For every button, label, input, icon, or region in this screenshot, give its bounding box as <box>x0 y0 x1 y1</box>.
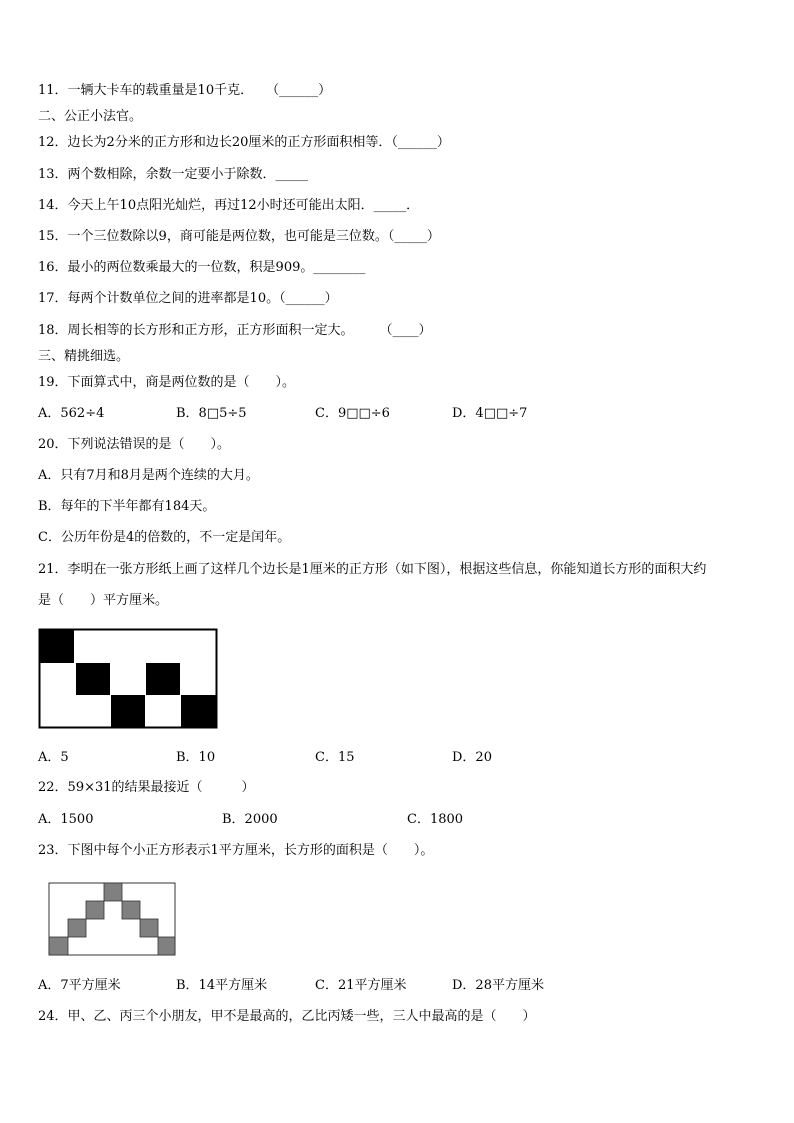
q23-option-a: A．7平方厘米 <box>38 978 121 993</box>
q23-option-b: B．14平方厘米 <box>176 978 268 993</box>
q22-option-c: C．1800 <box>407 812 464 827</box>
q23-square <box>158 937 175 955</box>
q21-square <box>111 695 145 727</box>
q21-square <box>76 663 110 695</box>
q23-option-c: C．21平方厘米 <box>315 978 407 993</box>
question-23: 23．下图中每个小正方形表示1平方厘米，长方形的面积是（ ）。 <box>38 843 434 858</box>
q23-square <box>122 901 140 919</box>
q21-option-a: A．5 <box>38 750 69 765</box>
q22-option-b: B．2000 <box>222 812 278 827</box>
question-22: 22．59×31的结果最接近（ ） <box>38 780 255 795</box>
q23-square <box>140 919 158 937</box>
section-2-heading: 二、公正小法官。 <box>38 109 143 124</box>
question-21-line-2: 是（ ）平方厘米。 <box>38 593 169 608</box>
q20-option-c: C．公历年份是4的倍数的，不一定是闰年。 <box>38 530 291 545</box>
q20-option-b: B．每年的下半年都有184天。 <box>38 499 216 514</box>
q21-square <box>181 695 216 727</box>
question-21-line-1: 21．李明在一张方形纸上画了这样几个边长是1厘米的正方形（如下图），根据这些信息，你能知道长方形的面积大约 <box>38 562 707 577</box>
q21-figure <box>38 628 219 730</box>
q21-square <box>146 663 180 695</box>
q23-square <box>49 937 68 955</box>
q21-option-d: D．20 <box>452 750 492 765</box>
question-20: 20．下列说法错误的是（ ）。 <box>38 437 231 452</box>
q23-square <box>104 883 122 901</box>
q23-square <box>68 919 86 937</box>
question-11: 11．一辆大卡车的载重量是10千克． （______） <box>38 83 332 98</box>
question-15: 15．一个三位数除以9，商可能是两位数，也可能是三位数。（_____） <box>38 229 440 244</box>
question-19: 19．下面算式中，商是两位数的是（ ）。 <box>38 375 296 390</box>
section-3-heading: 三、精挑细选。 <box>38 349 130 364</box>
q20-option-a: A．只有7月和8月是两个连续的大月。 <box>38 468 259 483</box>
q21-square <box>40 630 74 663</box>
question-14: 14．今天上午10点阳光灿烂，再过12小时还可能出太阳．_____． <box>38 198 420 213</box>
question-13: 13．两个数相除，余数一定要小于除数．_____ <box>38 167 309 182</box>
q23-option-d: D．28平方厘米 <box>452 978 544 993</box>
q19-option-b: B．8□5÷5 <box>176 406 247 421</box>
q21-option-b: B．10 <box>176 750 216 765</box>
q23-square <box>86 901 104 919</box>
question-24: 24．甲、乙、丙三个小朋友，甲不是最高的，乙比丙矮一些，三人中最高的是（ ） <box>38 1009 536 1024</box>
q19-option-d: D．4□□÷7 <box>452 406 528 421</box>
question-12: 12．边长为2分米的正方形和边长20厘米的正方形面积相等．（______） <box>38 135 450 150</box>
q19-option-c: C．9□□÷6 <box>315 406 390 421</box>
question-16: 16．最小的两位数乘最大的一位数，积是909。________ <box>38 260 366 275</box>
q19-option-a: A．562÷4 <box>38 406 105 421</box>
question-17: 17．每两个计数单位之间的进率都是10。（______） <box>38 291 338 306</box>
q21-option-c: C．15 <box>315 750 355 765</box>
q23-figure <box>48 882 176 956</box>
question-18: 18．周长相等的长方形和正方形，正方形面积一定大。 （____） <box>38 323 432 338</box>
q22-option-a: A．1500 <box>38 812 94 827</box>
